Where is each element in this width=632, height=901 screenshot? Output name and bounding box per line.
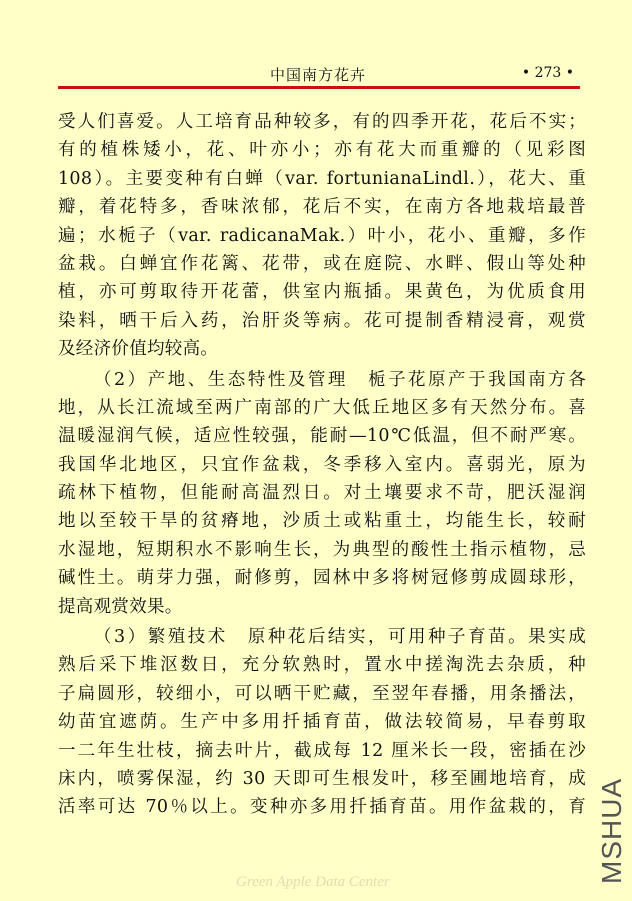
text-line: 子扁圆形，较细小，可以晒干贮藏，至翌年春播，用条播法， [58,683,586,704]
text-line: 地以至较干旱的贫瘠地，沙质土或粘重土，均能生长，较耐 [58,511,586,532]
watermark: Green Apple Data Center [236,874,390,890]
paragraph-2 [58,366,586,622]
text-line: 盆栽。白蝉宜作花篱、花带，或在庭院、水畔、假山等处种 [58,253,586,274]
text-line: 温暖湿润气候，适应性较强，能耐—10℃低温，但不耐严寒。 [58,426,586,447]
text-line: 一二年生壮枝，摘去叶片，截成每 12 厘米长一段，密插在沙 [58,740,586,761]
header-rule [58,86,580,89]
text-line: 熟后采下堆沤数日，充分软熟时，置水中搓淘洗去杂质，种 [58,655,586,676]
text-line: 108）。主要变种有白蝉（var. fortunianaLindl.），花大、重 [58,168,586,189]
body-text [58,108,586,822]
text-line: （2）产地、生态特性及管理 栀子花原产于我国南方各 [94,369,586,390]
page-number: • 273 • [521,65,574,81]
running-header [58,62,578,86]
text-line: 碱性土。萌芽力强，耐修剪，园林中多将树冠修剪成圆球形， [58,568,586,589]
text-line: 及经济价值均较高。 [58,339,219,360]
side-mark: MSHUA [596,777,627,884]
text-line: （3）繁殖技术 原种花后结实，可用种子育苗。果实成 [94,627,586,648]
header-title: 中国南方花卉 [270,66,367,84]
text-line: 疏林下植物，但能耐高温烈日。对土壤要求不苛，肥沃湿润 [58,483,586,504]
text-line: 瓣，着花特多，香味浓郁，花后不实，在南方各地栽培最普 [58,197,586,218]
text-line: 水湿地，短期积水不影响生长，为典型的酸性土指示植物，忌 [58,539,586,560]
text-line: 床内，喷雾保湿，约 30 天即可生根发叶，移至圃地培育，成 [58,768,586,789]
text-line: 遍；水栀子（var. radicanaMak.）叶小，花小、重瓣，多作 [58,225,586,246]
text-line: 幼苗宜遮荫。生产中多用扦插育苗，做法较简易，早春剪取 [58,712,586,733]
text-line: 染料，晒干后入药，治肝炎等病。花可提制香精浸膏，观赏 [58,310,586,331]
text-line: 植，亦可剪取待开花蕾，供室内瓶插。果黄色，为优质食用 [58,282,586,303]
paragraph-1 [58,108,586,364]
text-line: 地，从长江流域至两广南部的广大低丘地区多有天然分布。喜 [58,397,586,418]
text-line: 受人们喜爱。人工培育品种较多，有的四季开花，花后不实； [58,112,586,132]
paragraph-3 [58,623,586,822]
text-line: 活率可达 70％以上。变种亦多用扦插育苗。用作盆栽的，育 [58,797,586,818]
text-line: 提高观赏效果。 [58,596,183,617]
text-line: 有的植株矮小，花、叶亦小；亦有花大而重瓣的（见彩图 [58,140,586,161]
text-line: 我国华北地区，只宜作盆栽，冬季移入室内。喜弱光，原为 [58,454,586,475]
